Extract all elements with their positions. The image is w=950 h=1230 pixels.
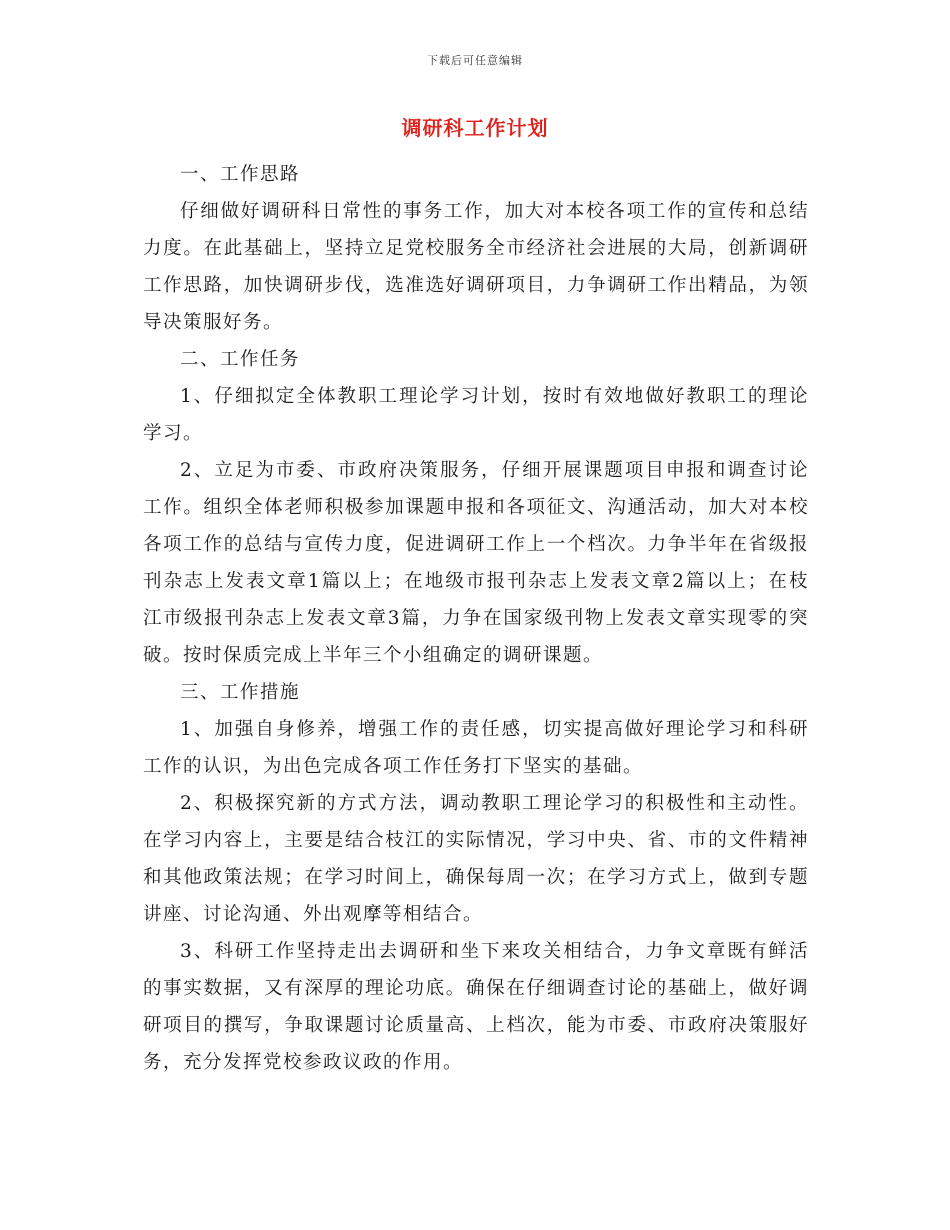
section-heading-2: 二、工作任务: [180, 349, 301, 370]
body-paragraph: 2、积极探究新的方式方法，调动教职工理论学习的积极性和主动性。在学习内容上，主要是结合枝江的实际情况，学习中央、省、市的文件精神和其他政策法规；在学习时间上，确保每周一次；在学习方式上，做到专题讲座、讨论沟通、外出观摩等相结合。: [143, 793, 809, 925]
document-title: 调研科工作计划: [401, 116, 549, 140]
body-paragraph: 仔细做好调研科日常性的事务工作，加大对本校各项工作的宣传和总结力度。在此基础上，坚持立足党校服务全市经济社会进展的大局，创新调研工作思路，加快调研步伐，选准选好调研项目，力争调研工作出精品，为领导决策服好务。: [143, 201, 809, 333]
body-paragraph: 3、科研工作坚持走出去调研和坐下来攻关相结合，力争文章既有鲜活的事实数据，又有深厚的理论功底。确保在仔细调查讨论的基础上，做好调研项目的撰写，争取课题讨论质量高、上档次，能为市委、市政府决策服好务，充分发挥党校参政议政的作用。: [143, 941, 809, 1073]
section-heading-1: 一、工作思路: [180, 164, 301, 185]
body-paragraph: 2、立足为市委、市政府决策服务，仔细开展课题项目申报和调查讨论工作。组织全体老师积极参加课题申报和各项征文、沟通活动，加大对本校各项工作的总结与宣传力度，促进调研工作上一个档次。力争半年在省级报刊杂志上发表文章1篇以上；在地级市报刊杂志上发表文章2篇以上；在枝江市级报刊杂志上发表文章3篇，力争在国家级刊物上发表文章实现零的突破。按时保质完成上半年三个小组确定的调研课题。: [143, 460, 809, 666]
body-paragraph: 1、仔细拟定全体教职工理论学习计划，按时有效地做好教职工的理论学习。: [143, 386, 809, 444]
document-body: [143, 156, 809, 1081]
section-heading-3: 三、工作措施: [180, 682, 301, 703]
header-note: 下载后可任意编辑: [427, 54, 523, 67]
body-paragraph: 1、加强自身修养，增强工作的责任感，切实提高做好理论学习和科研工作的认识，为出色完成各项工作任务打下坚实的基础。: [143, 719, 809, 777]
